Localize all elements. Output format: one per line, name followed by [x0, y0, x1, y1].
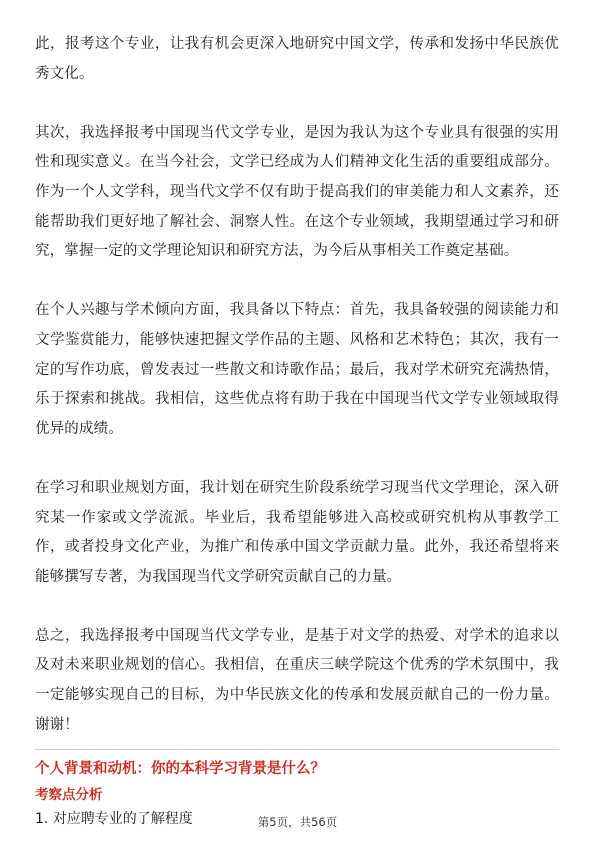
- body-paragraph: 此，报考这个专业，让我有机会更深入地研究中国文学，传承和发扬中华民族优秀文化。: [35, 36, 559, 82]
- page-content: [35, 30, 559, 829]
- body-paragraph: 在个人兴趣与学术倾向方面，我具备以下特点：首先，我具备较强的阅读能力和文学鉴赏能力，能够快速把握文学作品的主题、风格和艺术特色；其次，我有一定的写作功底，曾发表过一些散文和诗歌作品；最后，我对学术研究充满热情，乐于探索和挑战。我相信，这些优点将有助于我在中国现当代文学专业领域取得优异的成绩。: [35, 302, 559, 437]
- body-paragraph: 在学习和职业规划方面，我计划在研究生阶段系统学习现当代文学理论，深入研究某一作家或文学流派。毕业后，我希望能够进入高校或研究机构从事教学工作，或者投身文化产业，为推广和传承中国文学贡献力量。此外，我还希望将来能够撰写专著，为我国现当代文学研究贡献自己的力量。: [35, 479, 559, 585]
- analysis-list-item: 1. 对应聘专业的了解程度: [35, 811, 193, 828]
- body-paragraph: 其次，我选择报考中国现当代文学专业，是因为我认为这个专业具有很强的实用性和现实意义。在当今社会，文学已经成为人们精神文化生活的重要组成部分。作为一个人文学科，现当代文学不仅有助于提高我们的审美能力和人文素养，还能帮助我们更好地了解社会、洞察人性。在这个专业领域，我期望通过学习和研究，掌握一定的文学理论知识和研究方法，为今后从事相关工作奠定基础。: [35, 124, 559, 260]
- body-paragraph: 总之，我选择报考中国现当代文学专业，是基于对文学的热爱、对学术的追求以及对未来职业规划的信心。我相信，在重庆三峡学院这个优秀的学术氛围中，我一定能够实现自己的目标，为中华民族文化的传承和发展贡献自己的一份力量。谢谢！: [35, 627, 559, 733]
- question-heading: 个人背景和动机：你的本科学习背景是什么？: [35, 749, 559, 779]
- analysis-label: 考察点分析: [35, 787, 103, 804]
- page-number: 第5页，共56页: [257, 815, 338, 829]
